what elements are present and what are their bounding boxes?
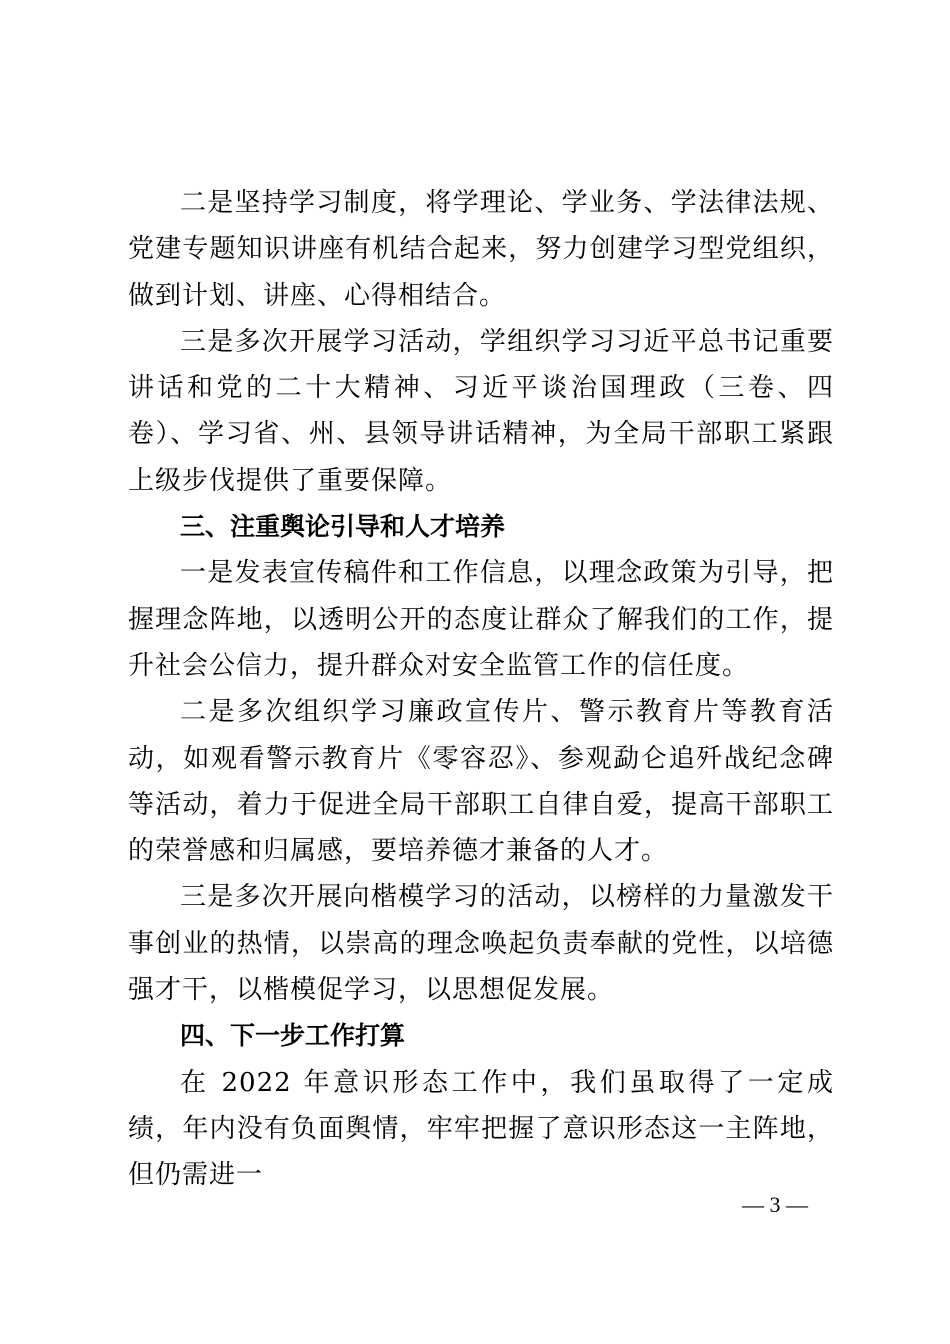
paragraph-study-activities: 三是多次开展学习活动，学组织学习习近平总书记重要讲话和党的二十大精神、习近平谈治国理政（三卷、四卷）、学习省、州、县领导讲话精神，为全局干部职工紧跟上级步伐提供了重要保障。 <box>128 326 834 496</box>
section-heading-3: 三、注重舆论引导和人才培养 <box>180 512 506 542</box>
paragraph-role-models: 三是多次开展向楷模学习的活动，以榜样的力量激发干事创业的热情，以崇高的理念唤起负责奉献的党性，以培德强才干，以楷模促学习，以思想促发展。 <box>128 882 834 1006</box>
section-heading-4: 四、下一步工作打算 <box>180 1021 406 1051</box>
paragraph-next-steps: 在 2022 年意识形态工作中，我们虽取得了一定成绩，年内没有负面舆情，牢牢把握了意识形态这一主阵地，但仍需进一 <box>128 1067 834 1191</box>
paragraph-study-system: 二是坚持学习制度，将学理论、学业务、学法律法规、党建专题知识讲座有机结合起来，努力创建学习型党组织，做到计划、讲座、心得相结合。 <box>128 188 834 311</box>
paragraph-integrity-education: 二是多次组织学习廉政宣传片、警示教育片等教育活动，如观看警示教育片《零容忍》、参观勐仑追歼战纪念碑等活动，着力于促进全局干部职工自律自爱，提高干部职工的荣誉感和归属感，要培养德才兼备的人才。 <box>128 697 834 867</box>
page-number: — 3 — <box>742 1192 808 1217</box>
paragraph-publicity: 一是发表宣传稿件和工作信息，以理念政策为引导，把握理念阵地，以透明公开的态度让群众了解我们的工作，提升社会公信力，提升群众对安全监管工作的信任度。 <box>128 558 834 681</box>
document-body <box>128 180 834 1199</box>
